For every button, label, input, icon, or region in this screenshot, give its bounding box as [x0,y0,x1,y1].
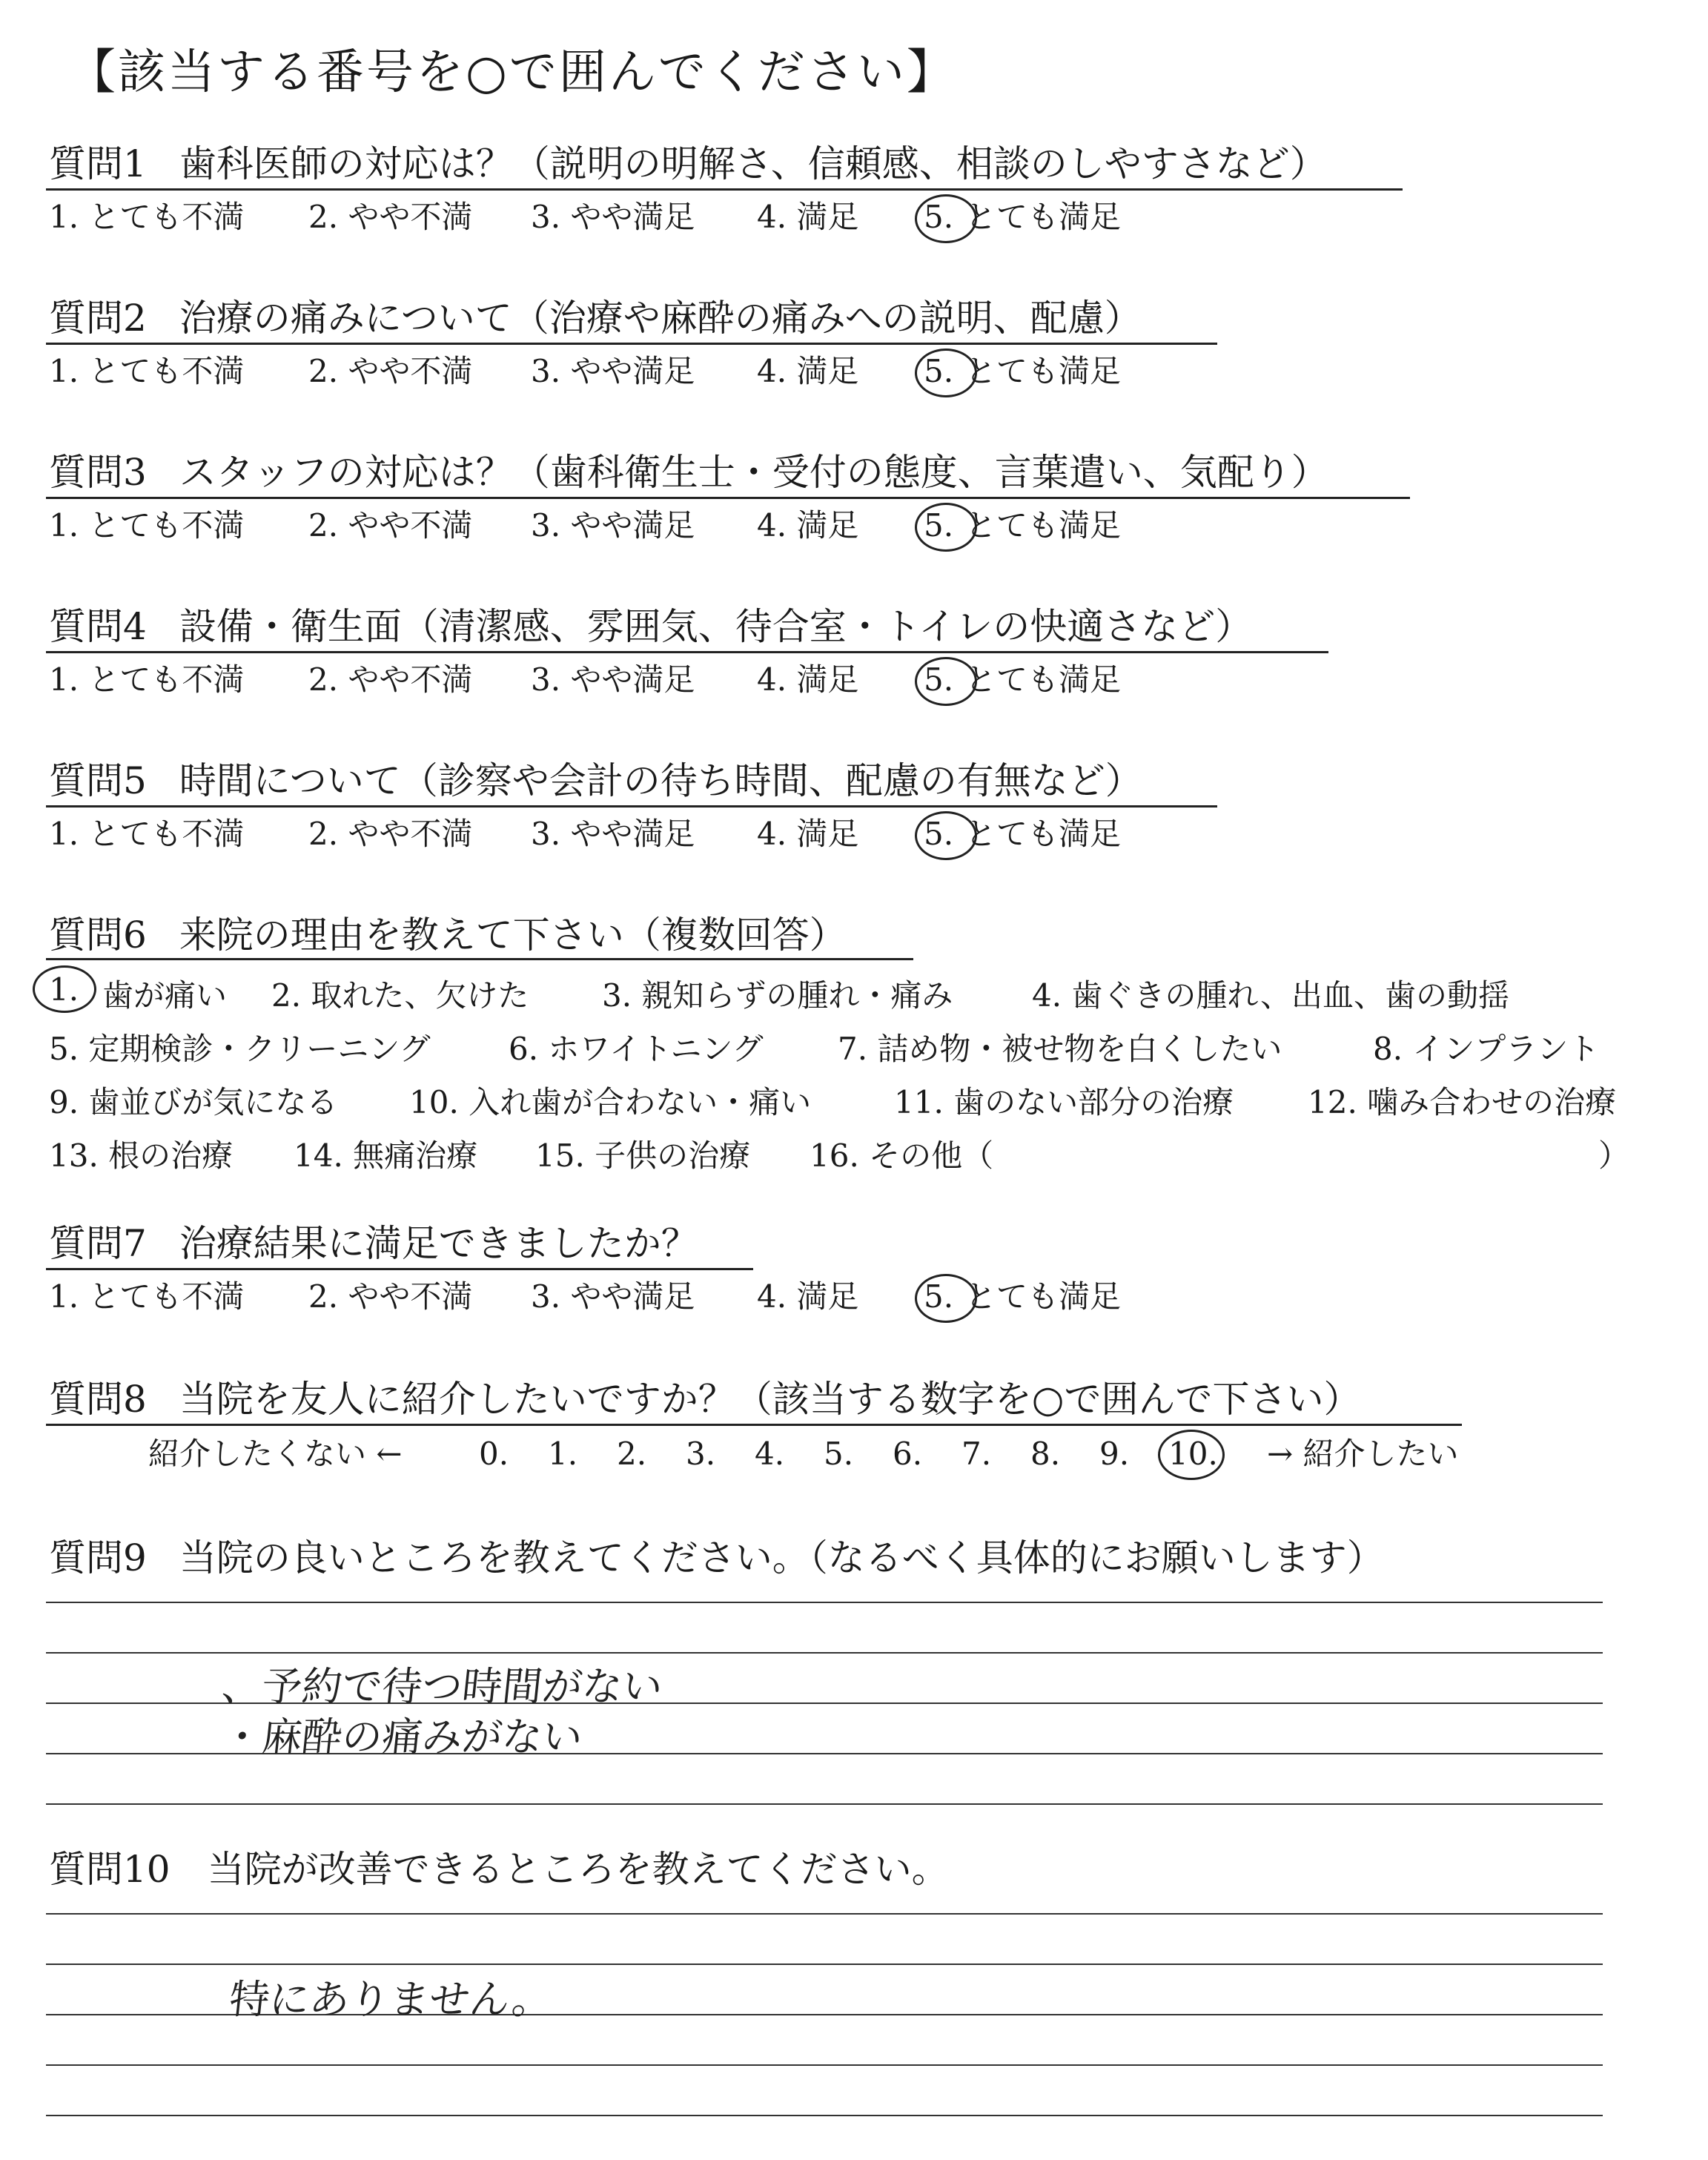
scale-option-text: 2. やや不満 [308,507,473,544]
question-text: 治療の痛みについて（治療や麻酔の痛みへの説明、配慮） [179,297,1142,340]
page-title: 【該当する番号を○で囲んでください】 [68,45,956,100]
scale-option-text: 1. とても不満 [49,1278,245,1315]
reason-item-16: 16. その他（ [810,1137,994,1174]
question-number: 質問5 [49,759,147,802]
reason-item-5: 5. 定期検診・クリーニング [49,1031,431,1067]
underline [46,188,1403,191]
reason-item-13: 13. 根の治療 [49,1137,234,1174]
scale-option-text: 4. 満足 [757,353,859,389]
reason-item-label: 歯が痛い [102,977,228,1014]
scale-option-3 [531,353,695,389]
scale-option-text: とても満足 [965,507,1122,544]
question-text: 歯科医師の対応は？（説明の明解さ、信頼感、相談のしやすさなど） [179,142,1327,185]
scale-option-text: とても満足 [965,661,1122,698]
reason-item-3: 3. 親知らずの腫れ・痛み [602,977,953,1014]
scale-option-2 [308,816,473,852]
recommend-number-5: 5. [824,1436,854,1472]
scale-option-3 [531,507,695,544]
question-text: 当院を友人に紹介したいですか？（該当する数字を○で囲んで下さい） [179,1378,1361,1421]
scale-option-text: 3. やや満足 [531,1278,695,1315]
scale-option-4 [757,816,859,852]
scale-option-2 [308,507,473,544]
question-text: 当院が改善できるところを教えてください。 [207,1848,949,1891]
scale-option-6 [965,199,1122,235]
handwritten-answer: ・麻酔の痛みがない [219,1714,585,1760]
scale-option-text: 2. やや不満 [308,816,473,852]
reason-item-2: 2. 取れた、欠けた [271,977,529,1014]
recommend-number-1: 1. [548,1436,578,1472]
handwritten-answer: 特にありません。 [227,1976,555,2023]
scale-option-4 [757,1278,859,1315]
recommend-number-7: 7. [961,1436,992,1472]
recommend-number-4: 4. [755,1436,785,1472]
scale-option-text: 2. やや不満 [308,199,473,235]
reason-item-11: 11. 歯のない部分の治療 [894,1084,1234,1120]
scale-option-text: 3. やや満足 [531,661,695,698]
question-number: 質問2 [49,297,147,340]
recommend-number-9: 9. [1099,1436,1130,1472]
scale-option-6 [965,353,1122,389]
question-number: 質問1 [49,142,147,185]
scale-option-text: 5. [924,1278,954,1315]
scale-option-1 [49,661,245,698]
scale-option-text: 5. [924,353,954,389]
recommend-left-label: 紹介したくない ← [148,1436,403,1472]
scale-option-4 [757,199,859,235]
scale-option-text: 4. 満足 [757,816,859,852]
question-number: 質問10 [49,1848,171,1891]
scale-option-1 [49,507,245,544]
question-number: 質問7 [49,1222,147,1265]
scale-option-4 [757,507,859,544]
writing-line [46,1964,1603,1965]
scale-option-6 [965,661,1122,698]
reason-item-10: 10. 入れ歯が合わない・痛い [409,1084,812,1120]
scale-option-5 [924,199,954,235]
recommend-number-3: 3. [686,1436,716,1472]
scale-option-text: 1. とても不満 [49,816,245,852]
recommend-number-10: 10. [1168,1436,1218,1472]
scale-option-text: とても満足 [965,1278,1122,1315]
scale-option-text: 1. とても不満 [49,199,245,235]
scale-option-text: 2. やや不満 [308,661,473,698]
scale-option-4 [757,353,859,389]
scale-option-1 [49,353,245,389]
scale-option-2 [308,1278,473,1315]
scale-option-text: とても満足 [965,353,1122,389]
scale-option-text: とても満足 [965,199,1122,235]
writing-line [46,2115,1603,2116]
scale-option-1 [49,816,245,852]
scale-option-text: 5. [924,816,954,852]
underline [46,1268,753,1270]
scale-option-1 [49,199,245,235]
reason-item-4: 4. 歯ぐきの腫れ、出血、歯の動揺 [1032,977,1509,1014]
underline [46,497,1410,499]
scale-option-text: 3. やや満足 [531,199,695,235]
scale-option-5 [924,816,954,852]
scale-option-text: 4. 満足 [757,507,859,544]
scale-option-4 [757,661,859,698]
writing-line [46,2064,1603,2066]
recommend-right-label: → 紹介したい [1267,1436,1459,1472]
scale-option-text: 3. やや満足 [531,507,695,544]
scale-option-text: 5. [924,199,954,235]
scale-option-6 [965,507,1122,544]
scale-option-3 [531,661,695,698]
question-text: 設備・衛生面（清潔感、雰囲気、待合室・トイレの快適さなど） [179,605,1253,648]
scale-option-5 [924,507,954,544]
reason-item-16-close: ） [1598,1137,1630,1174]
reason-item-14: 14. 無痛治療 [294,1137,478,1174]
scale-option-text: 4. 満足 [757,661,859,698]
scale-option-5 [924,1278,954,1315]
scale-option-text: 1. とても不満 [49,507,245,544]
question-number: 質問6 [49,914,147,957]
scale-option-text: 4. 満足 [757,199,859,235]
reason-item-9: 9. 歯並びが気になる [49,1084,338,1120]
question-text: 当院の良いところを教えてください。（なるべく具体的にお願いします） [179,1536,1384,1579]
scale-option-text: とても満足 [965,816,1122,852]
handwritten-answer: 、予約で待つ時間がない [219,1663,665,1710]
question-number: 質問8 [49,1378,147,1421]
scale-option-2 [308,353,473,389]
recommend-number-2: 2. [617,1436,647,1472]
scale-option-3 [531,1278,695,1315]
recommend-number-0: 0. [479,1436,509,1472]
scale-option-5 [924,661,954,698]
reason-item-12: 12. 噛み合わせの治療 [1308,1084,1617,1120]
scale-option-2 [308,199,473,235]
reason-item-1: 1. [49,971,79,1008]
recommend-number-8: 8. [1030,1436,1061,1472]
scale-option-text: 3. やや満足 [531,816,695,852]
underline [46,805,1217,807]
reason-item-8: 8. インプラント [1373,1031,1600,1067]
question-number: 質問9 [49,1536,147,1579]
underline [46,1424,1462,1426]
scale-option-6 [965,1278,1122,1315]
writing-line [46,1803,1603,1805]
underline [46,651,1328,653]
question-text: スタッフの対応は？（歯科衛生士・受付の態度、言葉遣い、気配り） [179,451,1328,494]
scale-option-5 [924,353,954,389]
scale-option-3 [531,816,695,852]
scale-option-text: 3. やや満足 [531,353,695,389]
scale-option-text: 4. 満足 [757,1278,859,1315]
underline [46,958,913,960]
question-number: 質問4 [49,605,147,648]
scale-option-3 [531,199,695,235]
underline [46,343,1217,345]
scale-option-text: 2. やや不満 [308,1278,473,1315]
scale-option-1 [49,1278,245,1315]
scale-option-text: 5. [924,661,954,698]
scale-option-text: 5. [924,507,954,544]
reason-item-15: 15. 子供の治療 [535,1137,751,1174]
scale-option-text: 2. やや不満 [308,353,473,389]
reason-item-6: 6. ホワイトニング [509,1031,764,1067]
question-text: 来院の理由を教えて下さい（複数回答） [179,914,847,957]
reason-item-7: 7. 詰め物・被せ物を白くしたい [838,1031,1282,1067]
question-text: 時間について（診察や会計の待ち時間、配慮の有無など） [179,759,1142,802]
question-number: 質問3 [49,451,147,494]
writing-line [46,1913,1603,1915]
scale-option-text: 1. とても不満 [49,661,245,698]
scale-option-2 [308,661,473,698]
writing-line [46,1602,1603,1603]
writing-line [46,1652,1603,1654]
recommend-number-6: 6. [893,1436,923,1472]
scale-option-text: 1. とても不満 [49,353,245,389]
scale-option-6 [965,816,1122,852]
question-text: 治療結果に満足できましたか？ [179,1222,698,1265]
